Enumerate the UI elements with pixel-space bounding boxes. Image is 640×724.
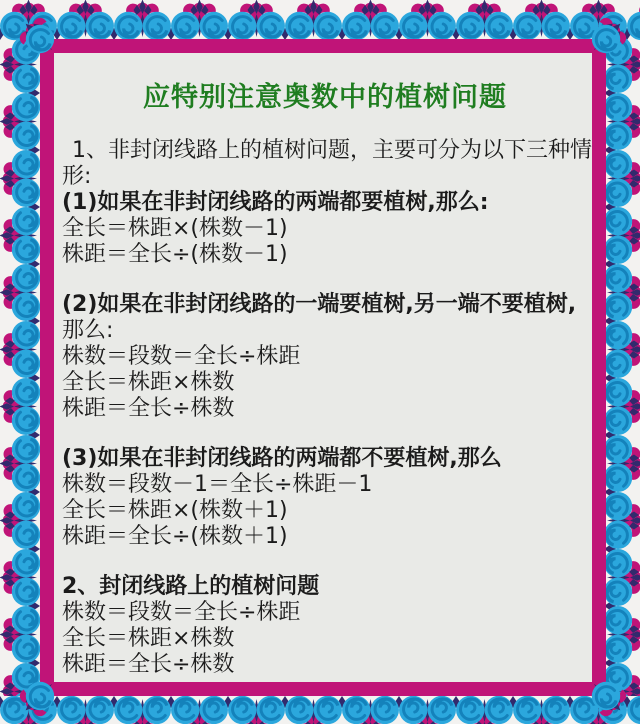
frame-border [40,39,606,696]
content-area [54,53,592,678]
section-closed-line [62,574,588,678]
border-ornament-bottom [0,692,640,724]
case-heading: (3)如果在非封闭线路的两端都不要植树,那么 [62,446,502,471]
text-line: 1、非封闭线路上的植树问题，主要可分为以下三种情 [72,138,592,163]
formula-line: 株距＝全长÷(株数＋1) [62,524,288,549]
section-one-end-planted [62,292,588,422]
page-title: 应特别注意奥数中的植树问题 [143,82,507,113]
border-ornament-top [0,0,640,44]
case-heading: 2、封闭线路上的植树问题 [62,574,320,599]
formula-line: 株距＝全长÷株数 [62,652,235,677]
formula-line: 株数＝段数＝全长÷株距 [62,344,301,369]
border-ornament-left [0,36,44,696]
border-corner-bottom-right [576,664,636,724]
formula-line: 株距＝全长÷株数 [62,396,235,421]
border-corner-top-left [10,8,70,68]
section-non-closed-intro [62,138,592,268]
section-no-ends-planted [62,446,588,550]
formula-line: 株数＝段数＝全长÷株距 [62,600,301,625]
formula-line: 全长＝株距×(株数＋1) [62,498,288,523]
formula-line: 全长＝株距×株数 [62,626,235,651]
formula-line: 株数＝段数－1＝全长÷株距－1 [62,472,373,497]
border-corner-top-right [576,8,636,68]
formula-line: 株距＝全长÷(株数－1) [62,242,288,267]
formula-line: 全长＝株距×(株数－1) [62,216,288,241]
text-line: 形: [62,164,92,189]
formula-line: 全长＝株距×株数 [62,370,235,395]
border-ornament-right [600,36,640,696]
text-line: 那么: [62,318,114,343]
case-heading: (1)如果在非封闭线路的两端都要植树,那么: [62,190,489,215]
border-corner-bottom-left [10,664,70,724]
case-heading: (2)如果在非封闭线路的一端要植树,另一端不要植树, [62,292,577,317]
